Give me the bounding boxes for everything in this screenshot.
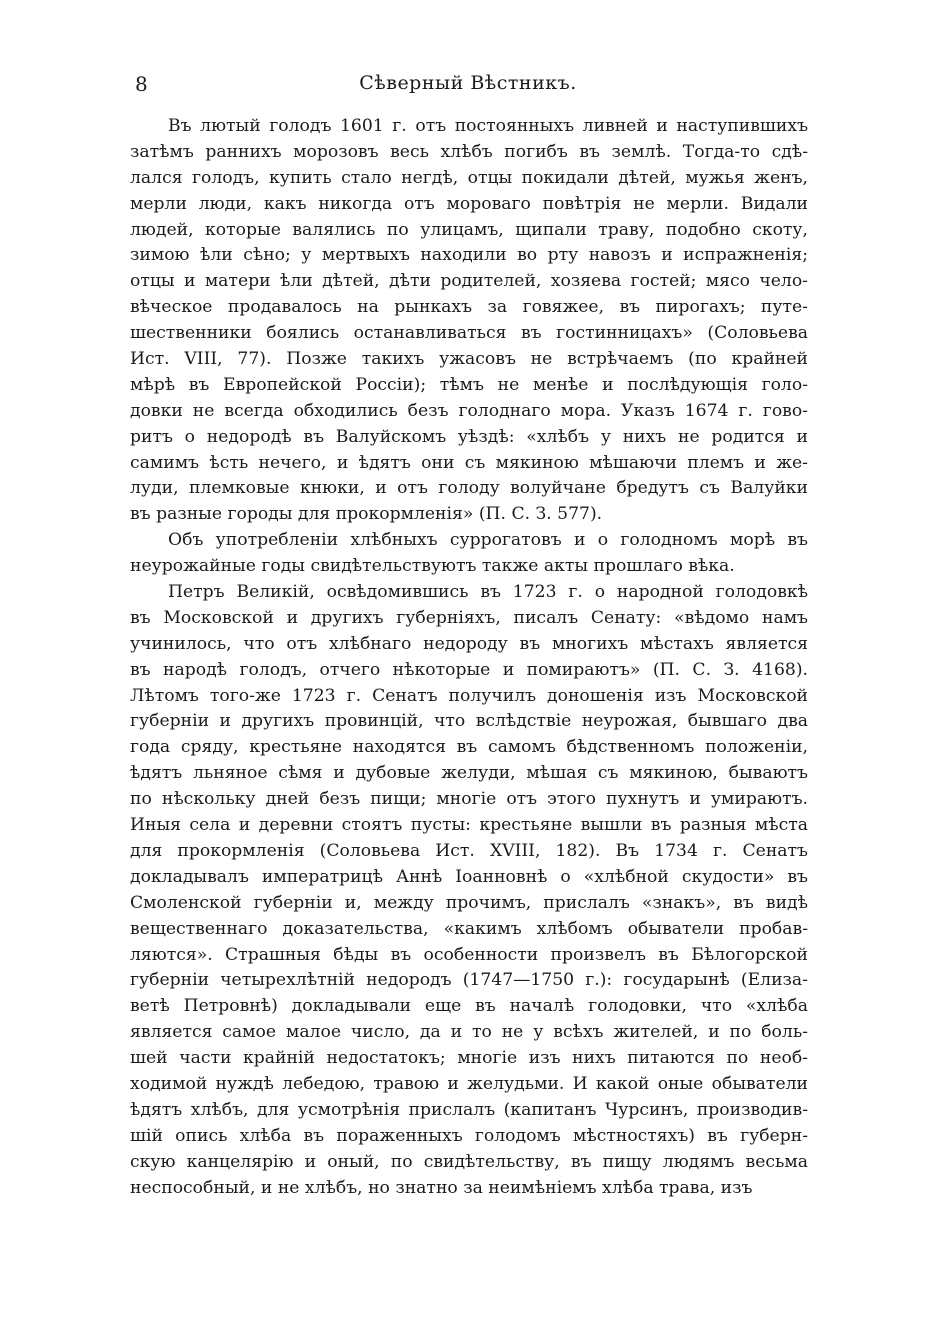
text-line: неурожайные годы свидѣтельствуютъ также акты прошлаго вѣка. <box>130 556 735 577</box>
text-line: въ разные городы для прокормленія» (П. С. З. 577). <box>130 504 603 525</box>
text-line: Въ лютый голодъ 1601 г. отъ постоянныхъ ливней и наступившихъ <box>168 116 808 136</box>
text-line: учинилось, что отъ хлѣбнаго недороду въ многихъ мѣстахъ является <box>130 633 808 654</box>
paragraph <box>130 528 808 580</box>
text-line: Лѣтомъ того-же 1723 г. Сенатъ получилъ доношенія изъ Московской <box>130 685 808 706</box>
paragraph <box>130 114 808 528</box>
text-line: людей, которые валялись по улицамъ, щипали траву, подобно скоту, <box>130 219 808 240</box>
text-line: ѣдятъ хлѣбъ, для усмотрѣнія прислалъ (капитанъ Чурсинъ, производив- <box>130 1099 808 1120</box>
text-line: губерніи и другихъ провинцій, что вслѣдствіе неурожая, бывшаго два <box>130 711 808 732</box>
text-line: вещественнаго доказательства, «какимъ хлѣбомъ обыватели пробав- <box>130 918 808 939</box>
text-line: шественники боялись останавливаться въ гостинницахъ» (Соловьева <box>130 323 808 344</box>
text-line: ѣдятъ льняное сѣмя и дубовые желуди, мѣшая съ мякиною, бываютъ <box>130 763 808 784</box>
text-line: Петръ Великій, освѣдомившись въ 1723 г. о народной голодовкѣ <box>168 582 808 603</box>
text-line: мѣрѣ въ Европейской Россіи); тѣмъ не менѣе и послѣдующія голо- <box>130 374 808 395</box>
running-title: Сѣверный Вѣстникъ. <box>359 72 577 94</box>
text-line: отцы и матери ѣли дѣтей, дѣти родителей, хозяева гостей; мясо чело- <box>130 271 808 292</box>
text-line: лался голодъ, купить стало негдѣ, отцы покидали дѣтей, мужья женъ, <box>130 167 808 188</box>
text-line: для прокормленія (Соловьева Ист. XVIII, 182). Въ 1734 г. Сенатъ <box>130 840 808 861</box>
text-line: шей части крайній недостатокъ; многіе изъ нихъ питаются по необ- <box>130 1048 808 1069</box>
text-line: Иныя села и деревни стоятъ пусты: крестьяне вышли въ разныя мѣста <box>130 815 808 836</box>
text-line: скую канцелярію и оный, по свидѣтельству, въ пищу людямъ весьма <box>130 1151 808 1172</box>
text-line: докладывалъ императрицѣ Аннѣ Іоанновнѣ о «хлѣбной скудости» въ <box>130 866 808 887</box>
text-line: шій опись хлѣба въ пораженныхъ голодомъ мѣстностяхъ) въ губерн- <box>130 1125 808 1146</box>
text-line: мерли люди, какъ никогда отъ мороваго повѣтрія не мерли. Видали <box>130 193 808 214</box>
text-line: ходимой нуждѣ лебедою, травою и желудьми. И какой оные обыватели <box>130 1073 808 1094</box>
text-line: вѣческое продавалось на рынкахъ за говяжее, въ пирогахъ; путе- <box>130 297 808 318</box>
text-line: довки не всегда обходились безъ голоднаго мора. Указъ 1674 г. гово- <box>130 400 808 421</box>
text-line: луди, племковые кнюки, и отъ голоду волуйчане бредутъ съ Валуйки <box>130 478 808 499</box>
text-line: года сряду, крестьяне находятся въ самомъ бѣдственномъ положеніи, <box>130 737 808 758</box>
text-line: ветѣ Петровнѣ) докладывали еще въ началѣ голодовки, что «хлѣба <box>130 996 808 1017</box>
text-line: въ народѣ голодъ, отчего нѣкоторые и помираютъ» (П. С. З. 4168). <box>130 659 808 680</box>
text-line: ритъ о недородѣ въ Валуйскомъ уѣздѣ: «хлѣбъ у нихъ не родится и <box>130 426 808 447</box>
page-number: 8 <box>135 72 148 96</box>
text-line: Ист. VIII, 77). Позже такихъ ужасовъ не встрѣчаемъ (по крайней <box>130 349 808 370</box>
body-text <box>130 114 808 1201</box>
text-line: самимъ ѣсть нечего, и ѣдятъ они съ мякиною мѣшаючи племъ и же- <box>130 452 808 473</box>
text-line: является самое малое число, да и то не у всѣхъ жителей, и по боль- <box>130 1022 808 1043</box>
text-line: губерніи четырехлѣтній недородъ (1747—1750 г.): государынѣ (Елиза- <box>130 970 808 991</box>
text-line: по нѣскольку дней безъ пищи; многіе отъ этого пухнутъ и умираютъ. <box>130 789 808 810</box>
paragraph <box>130 580 808 1201</box>
text-line: зимою ѣли сѣно; у мертвыхъ находили во рту навозъ и испражненія; <box>130 245 808 266</box>
text-line: ляются». Страшныя бѣды въ особенности произвелъ въ Бѣлогорской <box>130 944 808 965</box>
text-line: неспособный, и не хлѣбъ, но знатно за неимѣніемъ хлѣба трава, изъ <box>130 1177 753 1198</box>
page-header <box>130 72 806 102</box>
text-line: Объ употребленіи хлѣбныхъ суррогатовъ и о голодномъ морѣ въ <box>168 530 808 551</box>
text-line: въ Московской и другихъ губерніяхъ, писалъ Сенату: «вѣдомо намъ <box>130 607 808 628</box>
text-line: затѣмъ раннихъ морозовъ весь хлѣбъ погибъ въ землѣ. Тогда-то сдѣ- <box>130 141 808 162</box>
text-line: Смоленской губерніи и, между прочимъ, прислалъ «знакъ», въ видѣ <box>130 892 808 913</box>
